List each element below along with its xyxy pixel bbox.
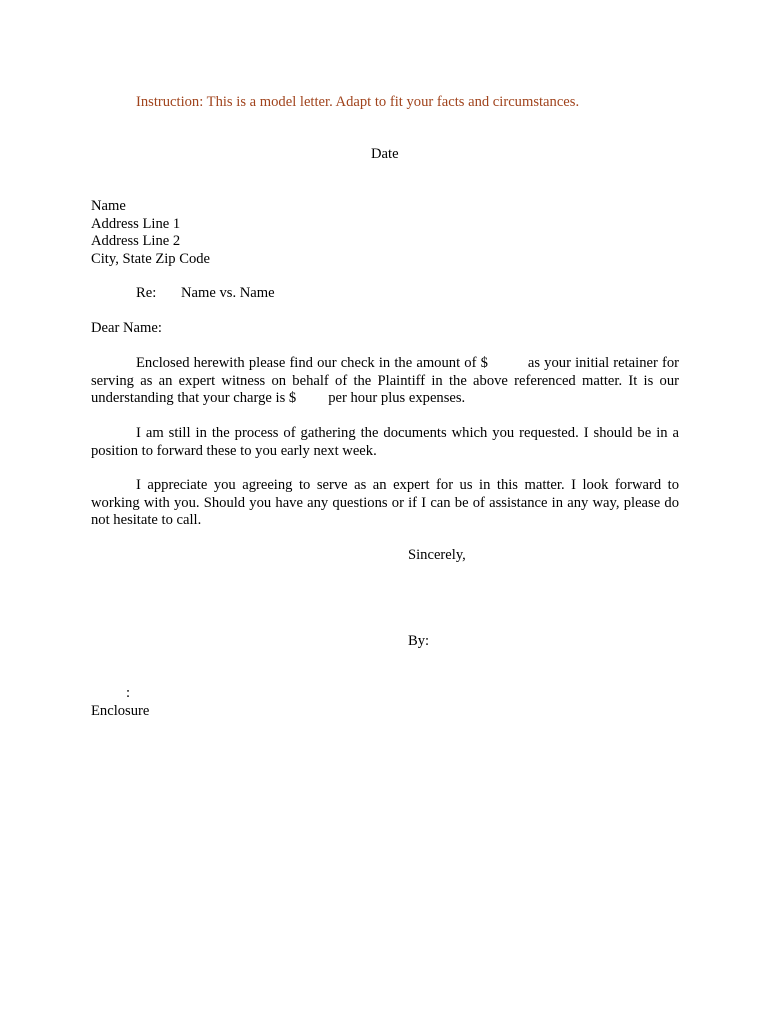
re-label: Re: — [136, 285, 157, 301]
paragraph-appreciation — [91, 477, 679, 530]
signature-by: By: — [408, 633, 430, 649]
salutation: Dear Name: — [91, 320, 162, 336]
paragraph-line: working with you. Should you have any questions or if I can be of assistance in any way, please do — [91, 494, 679, 511]
paragraph-line: position to forward these to you early next week. — [91, 442, 377, 459]
paragraph-line: I appreciate you agreeing to serve as an expert for us in this matter. I look forward to — [136, 477, 679, 493]
recipient-city-state-zip: City, State Zip Code — [91, 250, 211, 267]
paragraph-retainer — [91, 355, 679, 408]
initials-colon: : — [126, 685, 131, 701]
re-value: Name vs. Name — [181, 285, 275, 301]
closing: Sincerely, — [408, 547, 466, 563]
paragraph-line: serving as an expert witness on behalf of the Plaintiff in the above referenced matter. It is our — [91, 372, 679, 389]
paragraph-line: Enclosed herewith please find our check in the amount of $ as your initial retainer for — [136, 355, 679, 371]
letter-date: Date — [371, 146, 399, 162]
paragraph-documents — [91, 425, 679, 460]
recipient-address-line-1: Address Line 1 — [91, 215, 181, 232]
instruction-note: Instruction: This is a model letter. Adapt to fit your facts and circumstances. — [136, 94, 580, 110]
paragraph-line: I am still in the process of gathering the documents which you requested. I should be in a — [136, 425, 679, 441]
recipient-name: Name — [91, 198, 126, 214]
paragraph-line: not hesitate to call. — [91, 512, 202, 528]
recipient-address-line-2: Address Line 2 — [91, 233, 181, 249]
enclosure-note: Enclosure — [91, 703, 150, 719]
paragraph-line: understanding that your charge is $ per hour plus expenses. — [91, 390, 466, 406]
